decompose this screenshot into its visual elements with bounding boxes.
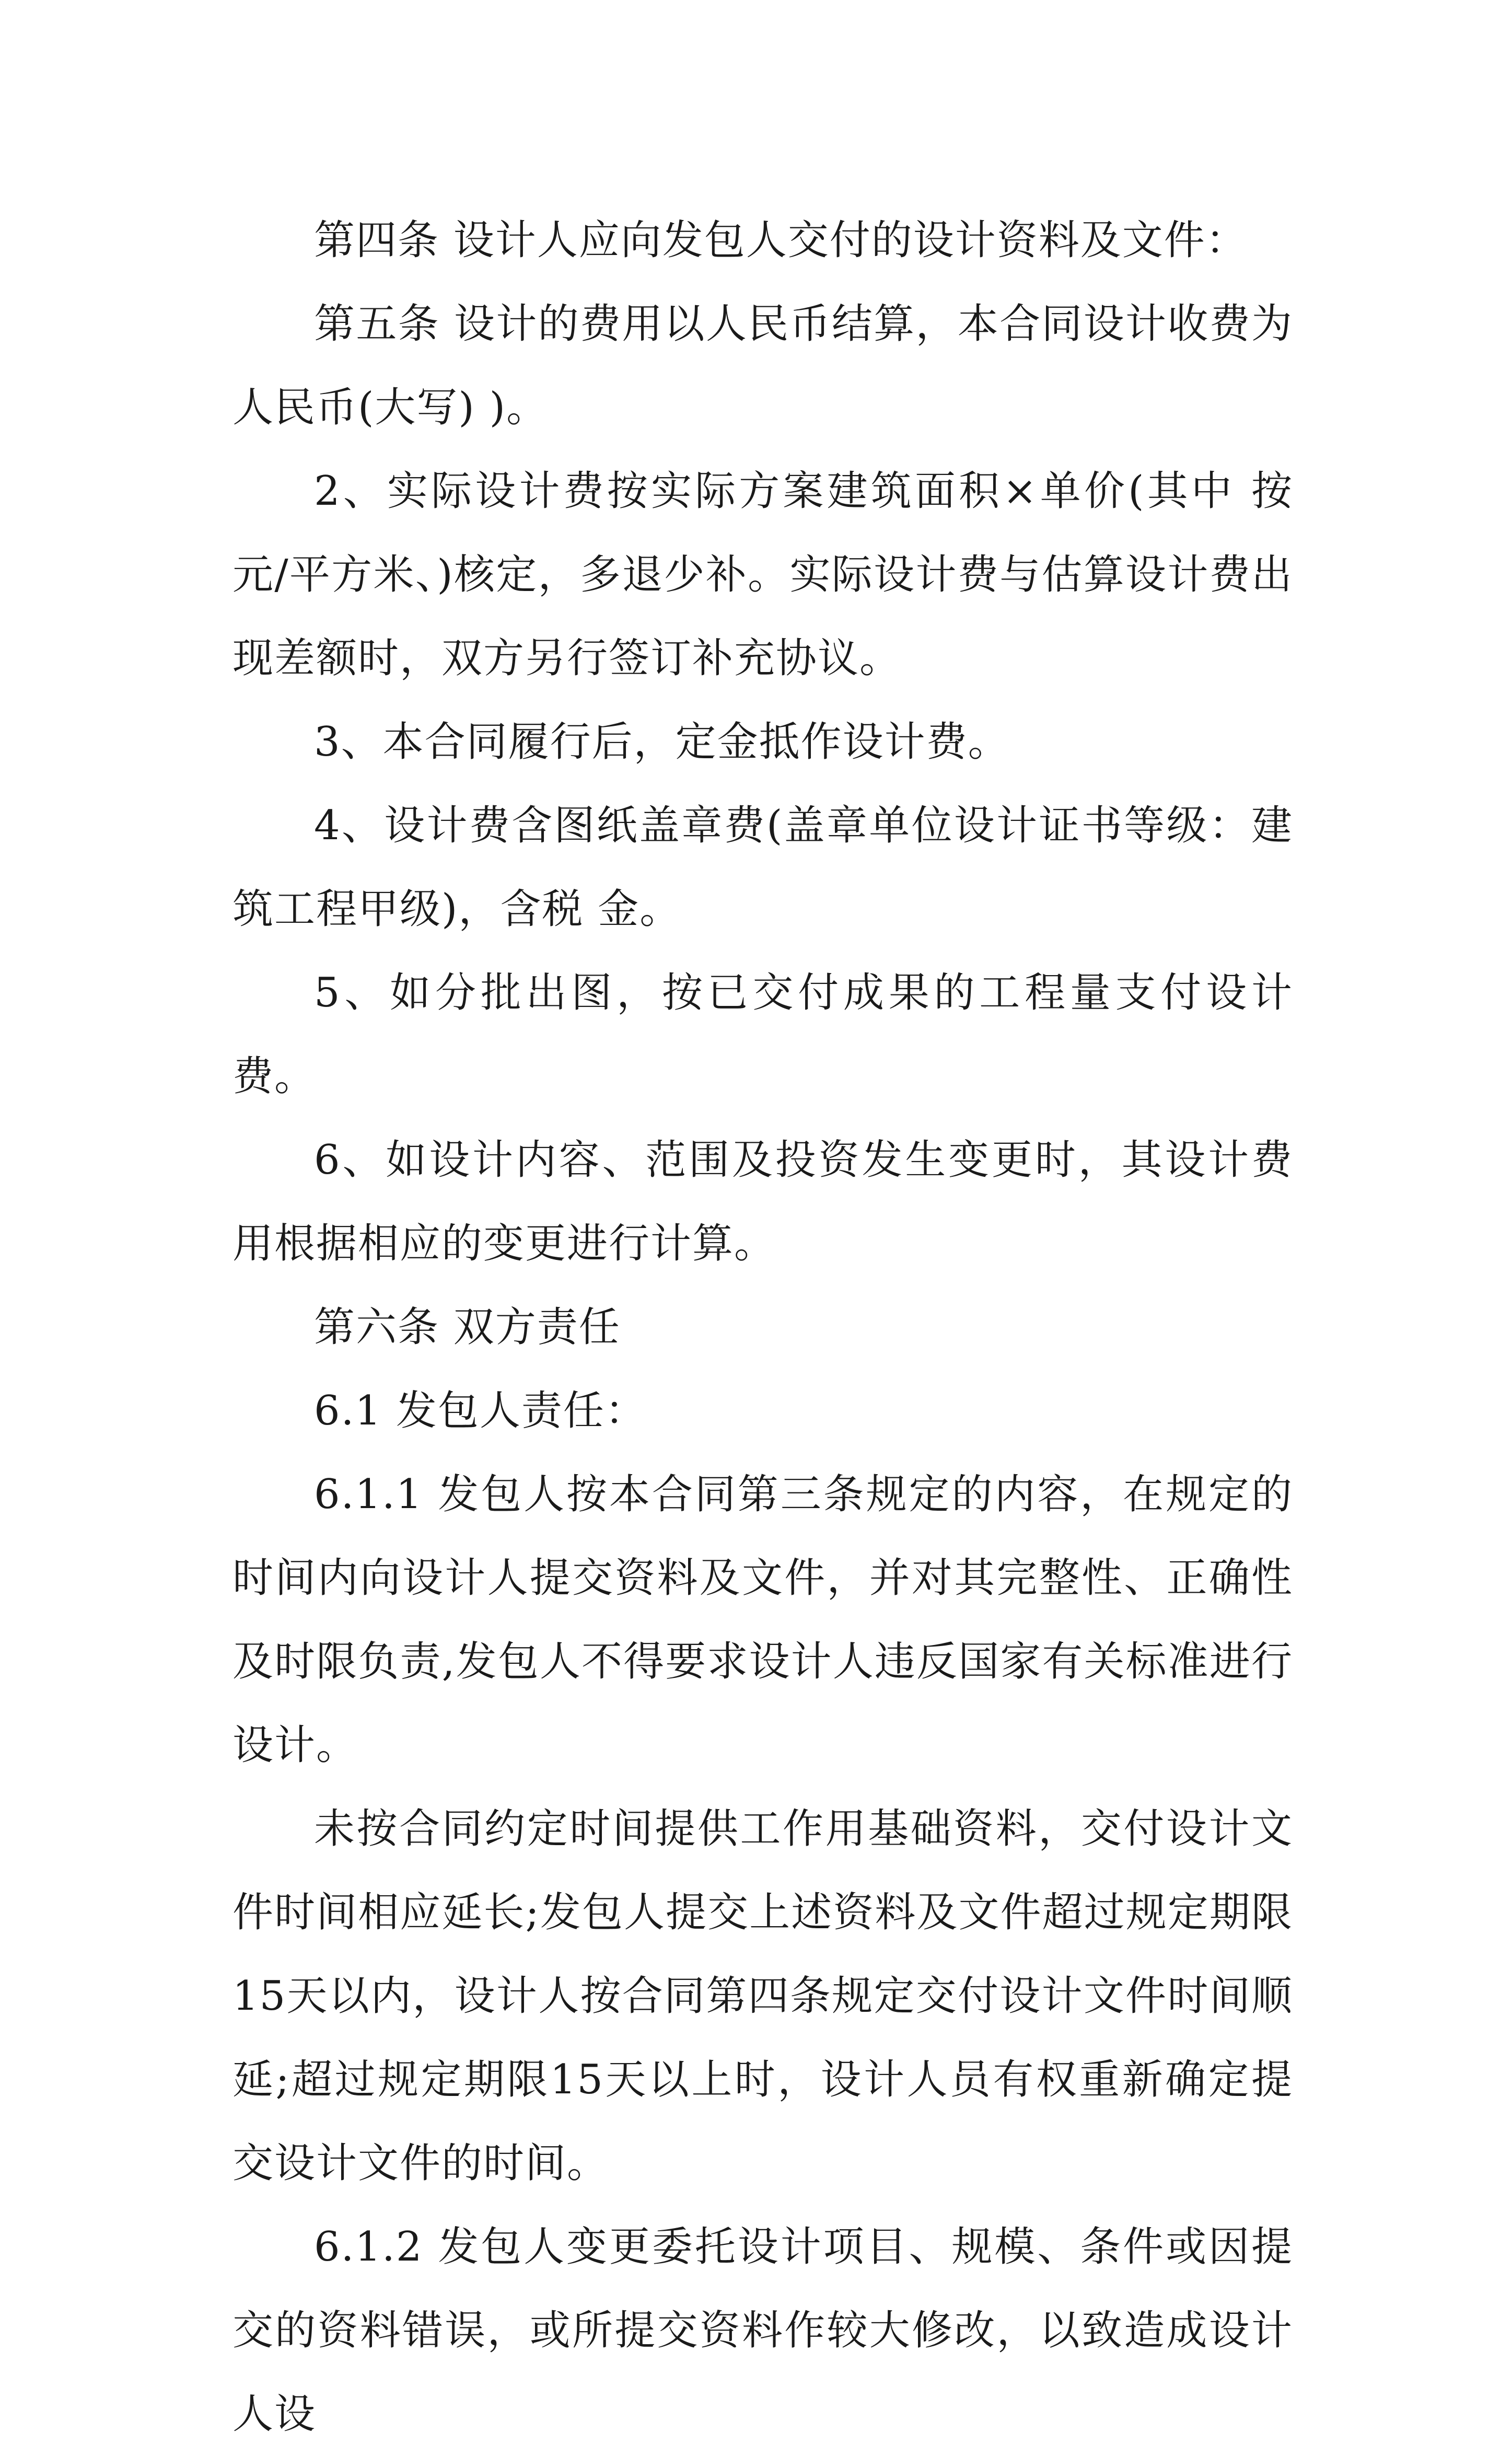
paragraph-article-4: 第四条 设计人应向发包人交付的设计资料及文件：: [314, 217, 1248, 264]
paragraph-item-2: 2、实际设计费按实际方案建筑面积×单价(其中 按 元/平方米、)核定，多退少补。实际设计费与估算设计费出现差额时，双方另行签订补充协议。: [232, 468, 1293, 682]
paragraph-item-5: 5、如分批出图，按已交付成果的工程量支付设计费。: [232, 969, 1293, 1100]
paragraph-article-5: 第五条 设计的费用以人民币结算，本合同设计收费为人民币(大写) )。: [232, 300, 1293, 431]
paragraph-item-3: 3、本合同履行后，定金抵作设计费。: [314, 719, 1010, 766]
paragraph-clause-6-1-1-continued: 未按合同约定时间提供工作用基础资料，交付设计文件时间相应延长;发包人提交上述资料及文件超过规定期限15天以内，设计人按合同第四条规定交付设计文件时间顺延;超过规定期限15天以上时，设计人员有权重新确定提交设计文件的时间。: [232, 1805, 1293, 2187]
paragraph-section-6-1: 6.1 发包人责任：: [314, 1387, 647, 1434]
paragraph-item-6: 6、如设计内容、范围及投资发生变更时，其设计费用根据相应的变更进行计算。: [232, 1137, 1293, 1267]
paragraph-clause-6-1-1: 6.1.1 发包人按本合同第三条规定的内容，在规定的时间内向设计人提交资料及文件，并对其完整性、正确性及时限负责,发包人不得要求设计人违反国家有关标准进行设计。: [232, 1471, 1293, 1769]
paragraph-item-4: 4、设计费含图纸盖章费(盖章单位设计证书等级：建筑工程甲级)，含税 金。: [232, 802, 1293, 933]
paragraph-article-6-heading: 第六条 双方责任: [314, 1304, 621, 1351]
paragraph-clause-6-1-2: 6.1.2 发包人变更委托设计项目、规模、条件或因提交的资料错误，或所提交资料作较大修改，以致造成设计人设: [232, 2223, 1293, 2438]
document-page: [232, 199, 1293, 2456]
